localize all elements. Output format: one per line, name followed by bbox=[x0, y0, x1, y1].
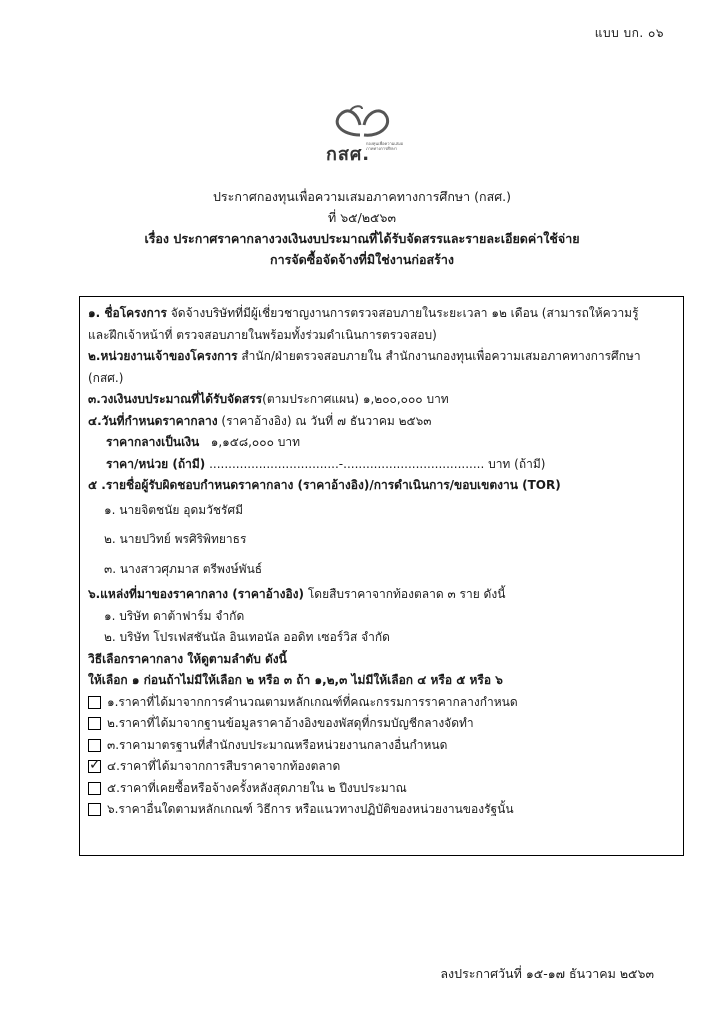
section-1-label: ๑. ชื่อโครงการ bbox=[88, 306, 167, 320]
option-6[interactable] bbox=[88, 799, 680, 821]
section-6-text: โดยสืบราคาจากท้องตลาด ๓ ราย ดังนี้ bbox=[307, 587, 506, 601]
heading-line-2: ที่ ๖๕/๒๕๖๓ bbox=[328, 210, 396, 225]
section-3-label: ๓.วงเงินงบประมาณที่ได้รับจัดสรร bbox=[88, 392, 263, 406]
option-1[interactable] bbox=[88, 692, 680, 714]
option-2[interactable] bbox=[88, 713, 680, 735]
option-6-label: ๖.ราคาอื่นใดตามหลักเกณฑ์ วิธีการ หรือแนวทางปฏิบัติของหน่วยงานของรัฐนั้น bbox=[107, 802, 514, 816]
price-value: ๑,๑๕๘,๐๐๐ บาท bbox=[210, 435, 300, 449]
section-4-text: (ราคาอ้างอิง) ณ วันที่ ๗ ธันวาคม ๒๕๖๓ bbox=[221, 413, 432, 428]
checkbox-1[interactable] bbox=[88, 696, 101, 709]
section-5-label: ๕ .รายชื่อผู้รับผิดชอบกำหนดราคากลาง (ราคาอ้างอิง)/การดำเนินการ/ขอบเขตงาน (TOR) bbox=[88, 478, 561, 492]
checkbox-4[interactable] bbox=[88, 760, 101, 773]
checkbox-6[interactable] bbox=[88, 803, 101, 816]
section-6 bbox=[88, 584, 680, 606]
option-4[interactable] bbox=[88, 756, 680, 778]
section-3-text: (ตามประกาศแผน) ๑,๒๐๐,๐๐๐ บาท bbox=[262, 392, 449, 406]
section-3 bbox=[88, 389, 680, 411]
option-3-label: ๓.ราคามาตรฐานที่สำนักงบประมาณหรือหน่วยงานกลางอื่นกำหนด bbox=[107, 737, 448, 752]
logo bbox=[312, 105, 412, 165]
option-4-label: ๔.ราคาที่ได้มาจากการสืบราคาจากท้องตลาด bbox=[107, 759, 341, 773]
source-1: ๑. บริษัท ดาต้าฟาร์ม จำกัด bbox=[104, 608, 245, 623]
price-label: ราคากลางเป็นเงิน bbox=[106, 435, 200, 449]
heading-line-4: การจัดซื้อจัดจ้างที่มิใช่งานก่อสร้าง bbox=[270, 252, 454, 267]
unit-value: ..................................-..................................... บาท (ถ้ามี) bbox=[209, 456, 546, 471]
person-1: ๑. นายจิตชนัย อุดมวัชรัศมี bbox=[104, 502, 244, 517]
logo-subtext: กองทุนเพื่อความเสมอภาคทางการศึกษา bbox=[366, 141, 404, 151]
section-1 bbox=[88, 303, 680, 325]
section-4-price bbox=[88, 432, 680, 454]
unit-label: ราคา/หน่วย (ถ้ามี) bbox=[106, 456, 206, 471]
section-1-text: จัดจ้างบริษัทที่มีผู้เชี่ยวชาญงานการตรวจสอบภายในระยะเวลา ๑๒ เดือน (สามารถให้ความรู้ bbox=[170, 306, 639, 320]
option-1-label: ๑.ราคาที่ได้มาจากการคำนวณตามหลักเกณฑ์ที่คณะกรรมการราคากลางกำหนด bbox=[107, 694, 518, 709]
source-2: ๒. บริษัท โปรเฟสชันนัล อินเทอนัล ออดิท เซอร์วิส จำกัด bbox=[104, 630, 390, 644]
heading-line-1: ประกาศกองทุนเพื่อความเสมอภาคทางการศึกษา (กสศ.) bbox=[212, 189, 512, 204]
section-2-text-2: (กสศ.) bbox=[88, 370, 124, 385]
option-3[interactable] bbox=[88, 735, 680, 757]
section-4 bbox=[88, 411, 680, 433]
option-2-label: ๒.ราคาที่ได้มาจากฐานข้อมูลราคาอ้างอิงของพัสดุที่กรมบัญชีกลางจัดทำ bbox=[107, 716, 474, 730]
form-code: แบบ บก. ๐๖ bbox=[594, 26, 664, 40]
form-content bbox=[88, 303, 680, 821]
section-4-label: ๔.วันที่กำหนดราคากลาง bbox=[88, 413, 218, 428]
option-5[interactable] bbox=[88, 778, 680, 800]
section-2-text: สำนัก/ฝ่ายตรวจสอบภายใน สำนักงานกองทุนเพื่อความเสมอภาคทางการศึกษา bbox=[241, 349, 641, 363]
method-title: วิธีเลือกราคากลาง ให้ดูตามลำดับ ดังนี้ bbox=[88, 651, 287, 666]
checkbox-3[interactable] bbox=[88, 739, 101, 752]
person-3: ๓. นางสาวศุภมาส ตรีพงษ์พันธ์ bbox=[104, 561, 263, 576]
method-rule: ให้เลือก ๑ ก่อนถ้าไม่มีให้เลือก ๒ หรือ ๓ ถ้า ๑,๒,๓ ไม่มีให้เลือก ๔ หรือ ๕ หรือ ๖ bbox=[88, 673, 503, 687]
section-1-text-2: และฝึกเจ้าหน้าที่ ตรวจสอบภายในพร้อมทั้งร่วมดำเนินการตรวจสอบ) bbox=[88, 327, 437, 342]
heading-line-3: เรื่อง ประกาศราคากลางวงเงินงบประมาณที่ได้รับจัดสรรและรายละเอียดค่าใช้จ่าย bbox=[144, 231, 580, 246]
announcement-date: ลงประกาศวันที่ ๑๕-๑๗ ธันวาคม ๒๕๖๓ bbox=[440, 966, 654, 981]
document-heading bbox=[0, 186, 724, 270]
option-5-label: ๕.ราคาที่เคยซื้อหรือจ้างครั้งหลังสุดภายใน ๒ ปีงบประมาณ bbox=[107, 780, 407, 795]
person-2: ๒. นายปวิทย์ พรศิริพิทยาธร bbox=[104, 532, 247, 546]
checkbox-5[interactable] bbox=[88, 782, 101, 795]
section-2-label: ๒.หน่วยงานเจ้าของโครงการ bbox=[88, 349, 238, 363]
section-6-label: ๖.แหล่งที่มาของราคากลาง (ราคาอ้างอิง) bbox=[88, 587, 304, 601]
logo-text: กสศ. bbox=[326, 144, 371, 165]
checkbox-2[interactable] bbox=[88, 717, 101, 730]
section-2 bbox=[88, 346, 680, 368]
section-4-unit bbox=[88, 454, 680, 476]
